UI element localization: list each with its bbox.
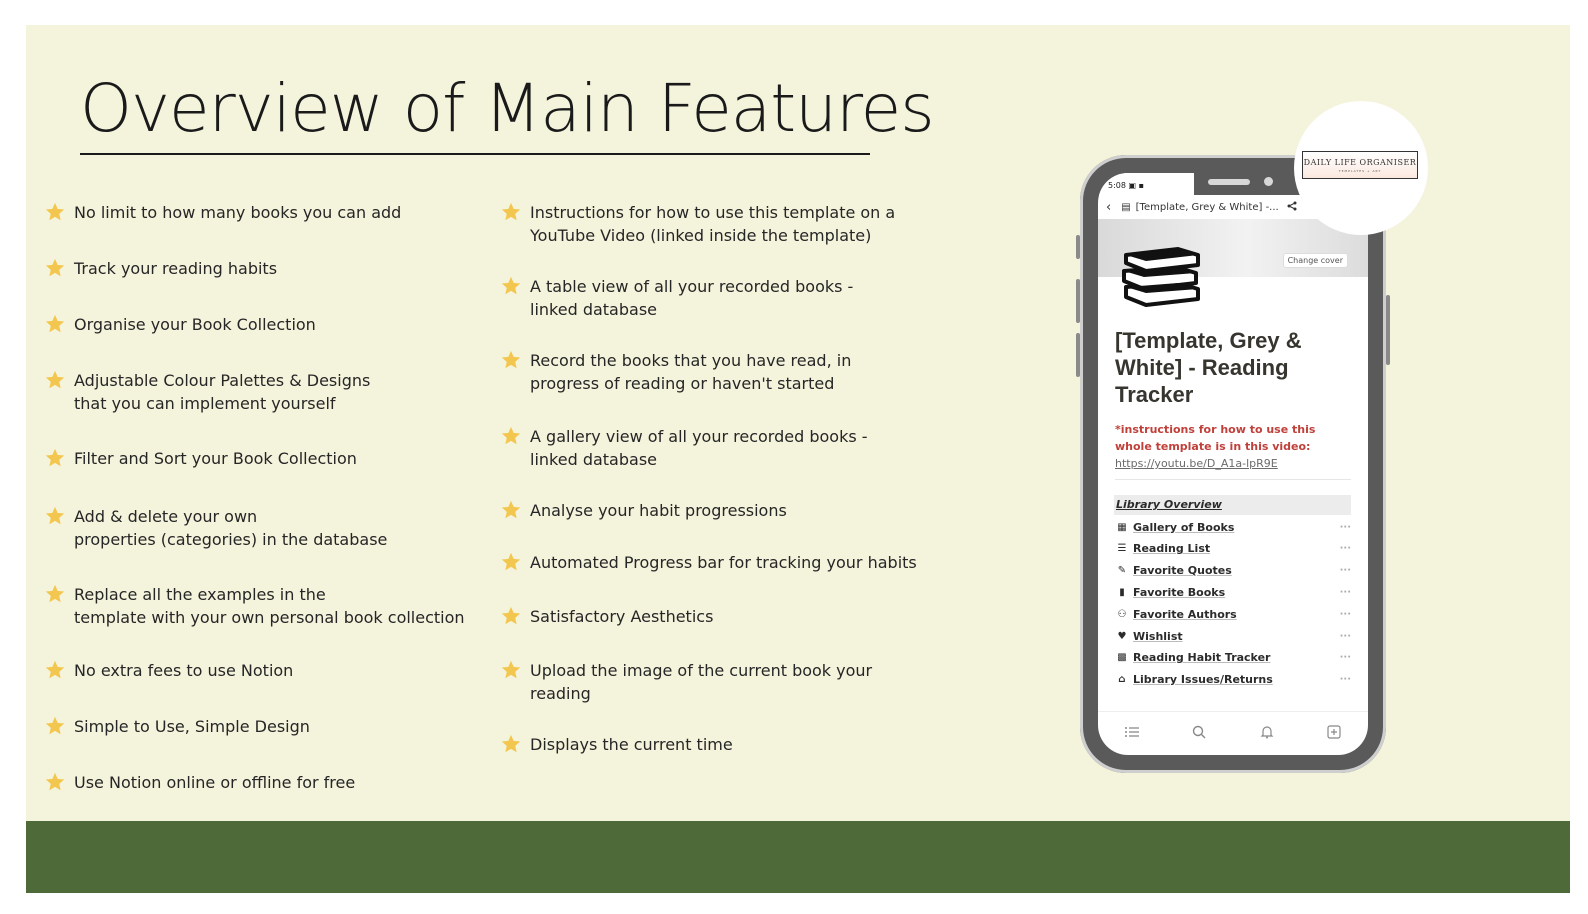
feature-left-text: Replace all the examples in the template with your own personal book collection — [74, 585, 465, 627]
phone-volume-up-button — [1076, 279, 1080, 323]
more-options-icon[interactable]: ··· — [1339, 630, 1351, 642]
phone-mockup — [1080, 155, 1386, 773]
star-icon — [44, 313, 66, 335]
library-item[interactable] — [1115, 604, 1351, 624]
feature-left-text: Filter and Sort your Book Collection — [74, 449, 357, 468]
star-icon — [500, 659, 522, 681]
more-options-icon[interactable]: ··· — [1339, 521, 1351, 533]
feature-left-item — [44, 447, 357, 470]
more-options-icon[interactable]: ··· — [1339, 608, 1351, 620]
brand-logo — [1302, 151, 1418, 179]
search-tab-icon[interactable] — [1192, 725, 1206, 744]
page-title: Overview of Main Features — [80, 70, 934, 147]
feature-left-item — [44, 771, 355, 794]
new-page-tab-icon[interactable] — [1327, 725, 1341, 744]
library-item-label: Favorite Books — [1133, 585, 1226, 599]
star-icon — [500, 551, 522, 573]
star-icon — [44, 715, 66, 737]
feature-left-text: No limit to how many books you can add — [74, 203, 402, 222]
feature-left-item — [44, 715, 310, 738]
phone-power-button — [1386, 295, 1390, 365]
library-item[interactable] — [1115, 670, 1351, 690]
star-icon — [44, 257, 66, 279]
star-icon — [500, 425, 522, 447]
star-icon — [44, 505, 66, 527]
feature-left-item — [44, 583, 465, 629]
more-options-icon[interactable]: ··· — [1339, 586, 1351, 598]
library-item-label: Gallery of Books — [1133, 520, 1235, 534]
feature-right-item — [500, 499, 787, 522]
library-item[interactable] — [1115, 648, 1351, 668]
star-icon — [500, 605, 522, 627]
feature-left-text: Use Notion online or offline for free — [74, 773, 356, 792]
library-item-label: Favorite Quotes — [1133, 564, 1232, 578]
logo-badge — [1294, 101, 1428, 235]
star-icon — [500, 275, 522, 297]
feature-right-text: Displays the current time — [530, 735, 733, 754]
more-options-icon[interactable]: ··· — [1339, 543, 1351, 555]
nav-title: [Template, Grey & White] -... — [1135, 201, 1279, 213]
title-underline — [80, 153, 870, 155]
quote-icon: ✎ — [1117, 565, 1127, 577]
book-icon: ▮ — [1119, 586, 1125, 598]
feature-left-item — [44, 659, 293, 682]
library-item[interactable] — [1115, 539, 1351, 559]
list-tab-icon[interactable] — [1125, 725, 1139, 743]
star-icon — [44, 369, 66, 391]
divider — [1115, 479, 1351, 480]
feature-left-item — [44, 313, 316, 336]
phone-side-button — [1076, 235, 1080, 259]
bell-tab-icon[interactable] — [1260, 725, 1274, 744]
feature-left-text: No extra fees to use Notion — [74, 661, 294, 680]
slide — [26, 25, 1570, 893]
library-overview-header[interactable]: Library Overview — [1114, 495, 1351, 515]
share-icon[interactable] — [1287, 201, 1297, 214]
notion-page-title: [Template, Grey & White] - Reading Tracker — [1115, 328, 1302, 407]
library-item[interactable] — [1115, 517, 1351, 537]
feature-right-text: Automated Progress bar for tracking your habits — [530, 553, 917, 572]
people-icon: ⚇ — [1117, 608, 1127, 620]
back-arrow-icon[interactable]: ‹ — [1106, 199, 1112, 215]
list-icon: ☰ — [1117, 543, 1127, 555]
more-options-icon[interactable]: ··· — [1339, 565, 1351, 577]
bank-icon: ⌂ — [1118, 674, 1126, 686]
star-icon — [44, 201, 66, 223]
feature-left-text: Organise your Book Collection — [74, 315, 316, 334]
feature-right-item — [500, 201, 895, 247]
more-options-icon[interactable]: ··· — [1339, 674, 1351, 686]
phone-screen — [1098, 173, 1368, 755]
gallery-icon: ▦ — [1117, 521, 1127, 533]
instructions-text: *instructions for how to use this whole template is in this video: — [1115, 423, 1316, 453]
library-item[interactable] — [1115, 561, 1351, 581]
star-icon — [44, 583, 66, 605]
star-icon — [500, 733, 522, 755]
feature-right-item — [500, 733, 733, 756]
stack-books-icon: ▤ — [1121, 201, 1131, 213]
books-stack-icon — [1118, 237, 1204, 314]
feature-right-text: Satisfactory Aesthetics — [530, 607, 714, 626]
feature-right-item — [500, 275, 853, 321]
video-link[interactable]: https://youtu.be/D_A1a-lpR9E — [1115, 457, 1278, 470]
status-time: 5:08 ▣ ▪ — [1108, 181, 1145, 190]
star-icon — [500, 201, 522, 223]
feature-left-item — [44, 201, 401, 224]
feature-right-item — [500, 605, 713, 628]
feature-left-text: Track your reading habits — [74, 259, 278, 278]
star-icon — [44, 447, 66, 469]
phone-camera — [1264, 177, 1273, 186]
feature-left-item — [44, 369, 370, 415]
feature-left-item — [44, 505, 387, 551]
library-item-label: Library Issues/Returns — [1133, 673, 1273, 687]
logo-main-text: DAILY LIFE ORGANISER — [1303, 157, 1417, 167]
feature-right-text: Record the books that you have read, in progress of reading or haven't started — [530, 351, 852, 393]
feature-left-text: Simple to Use, Simple Design — [74, 717, 310, 736]
feature-right-item — [500, 551, 917, 574]
feature-right-text: A gallery view of all your recorded books - linked database — [530, 427, 868, 469]
library-item-label: Favorite Authors — [1133, 607, 1237, 621]
more-options-icon[interactable]: ··· — [1339, 652, 1351, 664]
feature-right-text: Instructions for how to use this template on a YouTube Video (linked inside the template) — [530, 203, 896, 245]
feature-right-item — [500, 425, 868, 471]
feature-right-item — [500, 659, 872, 705]
logo-sub-text: TEMPLATES + ART — [1338, 168, 1382, 173]
star-icon — [500, 499, 522, 521]
change-cover-button[interactable]: Change cover — [1283, 253, 1348, 268]
star-icon — [44, 771, 66, 793]
heart-icon: ♥ — [1117, 630, 1127, 642]
feature-left-text: Adjustable Colour Palettes & Designs that you can implement yourself — [74, 371, 371, 413]
library-item-label: Reading Habit Tracker — [1133, 651, 1271, 665]
phone-volume-down-button — [1076, 333, 1080, 377]
feature-left-text: Add & delete your own properties (categories) in the database — [74, 507, 388, 549]
feature-right-text: Upload the image of the current book your reading — [530, 661, 873, 703]
library-item-label: Reading List — [1133, 542, 1211, 556]
feature-right-text: A table view of all your recorded books - linked database — [530, 277, 854, 319]
phone-speaker — [1208, 179, 1250, 185]
phone-tab-bar — [1098, 711, 1368, 755]
feature-right-text: Analyse your habit progressions — [530, 501, 787, 520]
bottom-band — [26, 821, 1570, 893]
library-item-label: Wishlist — [1133, 629, 1183, 643]
star-icon — [44, 659, 66, 681]
feature-left-item — [44, 257, 277, 280]
library-item[interactable] — [1115, 626, 1351, 646]
feature-right-item — [500, 349, 851, 395]
star-icon — [500, 349, 522, 371]
chart-icon: ▩ — [1117, 652, 1127, 664]
library-item[interactable] — [1115, 582, 1351, 602]
